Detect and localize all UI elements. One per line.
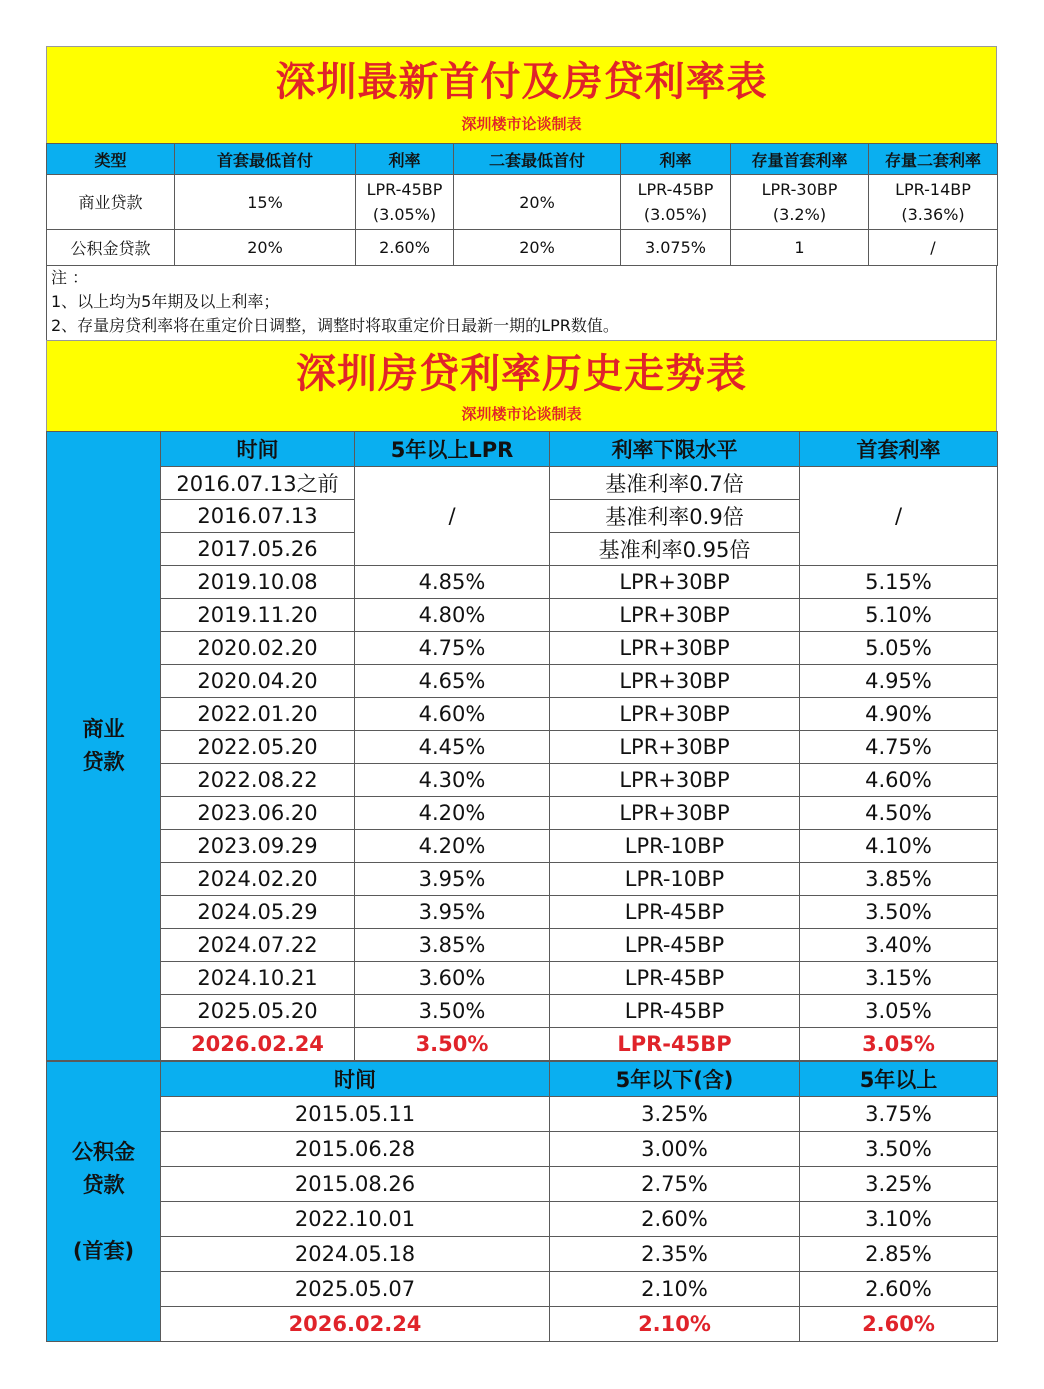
header-cell: 首套利率 xyxy=(800,432,998,467)
short-term-rate-cell: 2.10% xyxy=(550,1272,800,1307)
rate-line: (3.05%) xyxy=(643,205,708,224)
date-cell: 2022.05.20 xyxy=(161,731,355,764)
floor-cell: LPR-45BP xyxy=(550,1028,800,1061)
fund-header-row xyxy=(47,1062,998,1097)
side-label-line: 商业 xyxy=(82,717,125,741)
long-term-rate-cell: 2.60% xyxy=(800,1272,998,1307)
long-term-rate-cell: 2.85% xyxy=(800,1237,998,1272)
date-cell: 2024.02.20 xyxy=(161,863,355,896)
fund-loan-label xyxy=(47,1062,161,1342)
stock-first-cell xyxy=(731,175,869,230)
first-rate-cell: 4.60% xyxy=(800,764,998,797)
header-cell: 存量二套利率 xyxy=(869,144,998,175)
section1-banner xyxy=(46,46,997,143)
floor-cell: LPR+30BP xyxy=(550,599,800,632)
date-cell: 2016.07.13之前 xyxy=(161,467,355,500)
header-cell: 时间 xyxy=(161,432,355,467)
table-row xyxy=(47,1097,998,1132)
date-cell: 2015.06.28 xyxy=(161,1132,550,1167)
floor-cell: LPR-10BP xyxy=(550,863,800,896)
second-down-cell: 20% xyxy=(454,230,621,266)
lpr-cell: 4.75% xyxy=(355,632,550,665)
date-cell: 2022.01.20 xyxy=(161,698,355,731)
second-rate-cell xyxy=(621,175,731,230)
lpr-cell: 4.85% xyxy=(355,566,550,599)
header-cell: 利率下限水平 xyxy=(550,432,800,467)
floor-cell: LPR+30BP xyxy=(550,665,800,698)
first-rate-cell: 3.05% xyxy=(800,1028,998,1061)
table-row xyxy=(47,599,998,632)
history-header-row xyxy=(47,432,998,467)
stock-second-cell: / xyxy=(869,230,998,266)
latest-commercial-row xyxy=(47,1028,998,1061)
first-rate-cell: 4.95% xyxy=(800,665,998,698)
first-rate-cell: 4.10% xyxy=(800,830,998,863)
date-cell: 2025.05.20 xyxy=(161,995,355,1028)
commercial-history-table xyxy=(46,431,998,1061)
rate-sheet xyxy=(46,46,997,1342)
lpr-cell: 4.20% xyxy=(355,830,550,863)
date-cell: 2024.05.29 xyxy=(161,896,355,929)
first-rate-cell: 3.05% xyxy=(800,995,998,1028)
section1-subtitle: 深圳楼市论谈制表 xyxy=(461,115,582,133)
long-term-rate-cell: 3.50% xyxy=(800,1132,998,1167)
first-rate-cell: 4.75% xyxy=(800,731,998,764)
table-row xyxy=(47,863,998,896)
lpr-cell: 4.20% xyxy=(355,797,550,830)
floor-cell: LPR+30BP xyxy=(550,632,800,665)
lpr-cell: 3.95% xyxy=(355,896,550,929)
long-term-rate-cell: 3.10% xyxy=(800,1202,998,1237)
date-cell: 2024.05.18 xyxy=(161,1237,550,1272)
date-cell: 2026.02.24 xyxy=(161,1307,550,1342)
date-cell: 2019.11.20 xyxy=(161,599,355,632)
floor-cell: 基准利率0.95倍 xyxy=(550,533,800,566)
lpr-cell: 3.60% xyxy=(355,962,550,995)
lpr-cell: 4.65% xyxy=(355,665,550,698)
second-rate-cell: 3.075% xyxy=(621,230,731,266)
date-cell: 2022.08.22 xyxy=(161,764,355,797)
date-cell: 2026.02.24 xyxy=(161,1028,355,1061)
commercial-loan-row xyxy=(47,175,998,230)
table-row xyxy=(47,1202,998,1237)
long-term-rate-cell: 2.60% xyxy=(800,1307,998,1342)
lpr-cell: 3.50% xyxy=(355,1028,550,1061)
date-cell: 2015.05.11 xyxy=(161,1097,550,1132)
table-row xyxy=(47,896,998,929)
stock-second-cell xyxy=(869,175,998,230)
table-row xyxy=(47,929,998,962)
first-rate-cell: / xyxy=(800,467,998,566)
short-term-rate-cell: 2.35% xyxy=(550,1237,800,1272)
second-down-cell: 20% xyxy=(454,175,621,230)
header-cell: 5年以上LPR xyxy=(355,432,550,467)
first-rate-cell: 3.40% xyxy=(800,929,998,962)
table-row xyxy=(47,764,998,797)
rate-line: LPR-30BP xyxy=(761,180,838,199)
first-rate-cell: 3.15% xyxy=(800,962,998,995)
notes-block xyxy=(46,266,997,340)
lpr-cell: / xyxy=(355,467,550,566)
header-cell: 5年以上 xyxy=(800,1062,998,1097)
table-row xyxy=(47,1272,998,1307)
first-rate-cell: 3.85% xyxy=(800,863,998,896)
date-cell: 2020.04.20 xyxy=(161,665,355,698)
section1-title: 深圳最新首付及房贷利率表 xyxy=(275,59,768,105)
note-line: 1、以上均为5年期及以上利率； xyxy=(51,292,280,311)
table-row xyxy=(47,1132,998,1167)
short-term-rate-cell: 2.10% xyxy=(550,1307,800,1342)
floor-cell: LPR-10BP xyxy=(550,830,800,863)
lpr-cell: 4.80% xyxy=(355,599,550,632)
date-cell: 2015.08.26 xyxy=(161,1167,550,1202)
rate-line: LPR-45BP xyxy=(637,180,714,199)
rate-line: (3.2%) xyxy=(772,205,827,224)
rate-line: LPR-45BP xyxy=(366,180,443,199)
rate-line: LPR-14BP xyxy=(895,180,971,199)
first-rate-cell: 5.05% xyxy=(800,632,998,665)
floor-cell: LPR-45BP xyxy=(550,962,800,995)
date-cell: 2017.05.26 xyxy=(161,533,355,566)
short-term-rate-cell: 2.75% xyxy=(550,1167,800,1202)
side-label-line: (首套) xyxy=(72,1238,135,1263)
floor-cell: LPR+30BP xyxy=(550,731,800,764)
table-row xyxy=(47,1167,998,1202)
table-row xyxy=(47,731,998,764)
header-cell: 利率 xyxy=(356,144,454,175)
header-cell: 存量首套利率 xyxy=(731,144,869,175)
date-cell: 2024.10.21 xyxy=(161,962,355,995)
side-label-line: 贷款 xyxy=(82,1172,125,1197)
header-cell: 时间 xyxy=(161,1062,550,1097)
date-cell: 2023.06.20 xyxy=(161,797,355,830)
lpr-cell: 4.60% xyxy=(355,698,550,731)
floor-cell: LPR+30BP xyxy=(550,698,800,731)
long-term-rate-cell: 3.25% xyxy=(800,1167,998,1202)
first-down-cell: 15% xyxy=(175,175,356,230)
fund-history-table xyxy=(46,1061,998,1342)
lpr-cell: 4.45% xyxy=(355,731,550,764)
section2-banner xyxy=(46,340,997,431)
commercial-loan-label xyxy=(47,432,161,1061)
table-row xyxy=(47,962,998,995)
table-row xyxy=(47,632,998,665)
floor-cell: LPR-45BP xyxy=(550,995,800,1028)
note-line: 注 ： xyxy=(51,268,89,287)
short-term-rate-cell: 3.00% xyxy=(550,1132,800,1167)
latest-fund-row xyxy=(47,1307,998,1342)
rate-line: (3.05%) xyxy=(372,205,437,224)
floor-cell: LPR-45BP xyxy=(550,896,800,929)
rate-line: (3.36%) xyxy=(901,205,965,224)
date-cell: 2016.07.13 xyxy=(161,500,355,533)
table-row xyxy=(47,566,998,599)
date-cell: 2024.07.22 xyxy=(161,929,355,962)
table-row xyxy=(47,467,998,500)
header-cell: 二套最低首付 xyxy=(454,144,621,175)
current-rate-header-row xyxy=(47,144,998,175)
header-cell: 类型 xyxy=(47,144,175,175)
first-rate-cell: 5.10% xyxy=(800,599,998,632)
loan-type-cell: 商业贷款 xyxy=(47,175,175,230)
short-term-rate-cell: 2.60% xyxy=(550,1202,800,1237)
section2-subtitle: 深圳楼市论谈制表 xyxy=(461,405,582,423)
short-term-rate-cell: 3.25% xyxy=(550,1097,800,1132)
side-label-line: 贷款 xyxy=(82,750,125,774)
table-row xyxy=(47,995,998,1028)
first-rate-cell: 2.60% xyxy=(356,230,454,266)
fund-loan-row xyxy=(47,230,998,266)
date-cell: 2023.09.29 xyxy=(161,830,355,863)
table-row xyxy=(47,830,998,863)
first-down-cell: 20% xyxy=(175,230,356,266)
first-rate-cell xyxy=(356,175,454,230)
section2-title: 深圳房贷利率历史走势表 xyxy=(296,351,747,397)
current-rate-table xyxy=(46,143,998,266)
long-term-rate-cell: 3.75% xyxy=(800,1097,998,1132)
table-row xyxy=(47,698,998,731)
floor-cell: LPR-45BP xyxy=(550,929,800,962)
side-label-line: 公积金 xyxy=(72,1139,135,1164)
floor-cell: 基准利率0.7倍 xyxy=(550,467,800,500)
date-cell: 2019.10.08 xyxy=(161,566,355,599)
date-cell: 2022.10.01 xyxy=(161,1202,550,1237)
header-cell: 利率 xyxy=(621,144,731,175)
floor-cell: LPR+30BP xyxy=(550,797,800,830)
date-cell: 2025.05.07 xyxy=(161,1272,550,1307)
first-rate-cell: 4.90% xyxy=(800,698,998,731)
floor-cell: LPR+30BP xyxy=(550,566,800,599)
lpr-cell: 3.95% xyxy=(355,863,550,896)
first-rate-cell: 4.50% xyxy=(800,797,998,830)
date-cell: 2020.02.20 xyxy=(161,632,355,665)
table-row xyxy=(47,797,998,830)
table-row xyxy=(47,1237,998,1272)
header-cell: 5年以下(含) xyxy=(550,1062,800,1097)
floor-cell: 基准利率0.9倍 xyxy=(550,500,800,533)
first-rate-cell: 5.15% xyxy=(800,566,998,599)
header-cell: 首套最低首付 xyxy=(175,144,356,175)
table-row xyxy=(47,665,998,698)
stock-first-cell: 1 xyxy=(731,230,869,266)
first-rate-cell: 3.50% xyxy=(800,896,998,929)
lpr-cell: 3.85% xyxy=(355,929,550,962)
floor-cell: LPR+30BP xyxy=(550,764,800,797)
note-line: 2、存量房贷利率将在重定价日调整，调整时将取重定价日最新一期的LPR数值。 xyxy=(51,316,619,335)
lpr-cell: 4.30% xyxy=(355,764,550,797)
loan-type-cell: 公积金贷款 xyxy=(47,230,175,266)
lpr-cell: 3.50% xyxy=(355,995,550,1028)
